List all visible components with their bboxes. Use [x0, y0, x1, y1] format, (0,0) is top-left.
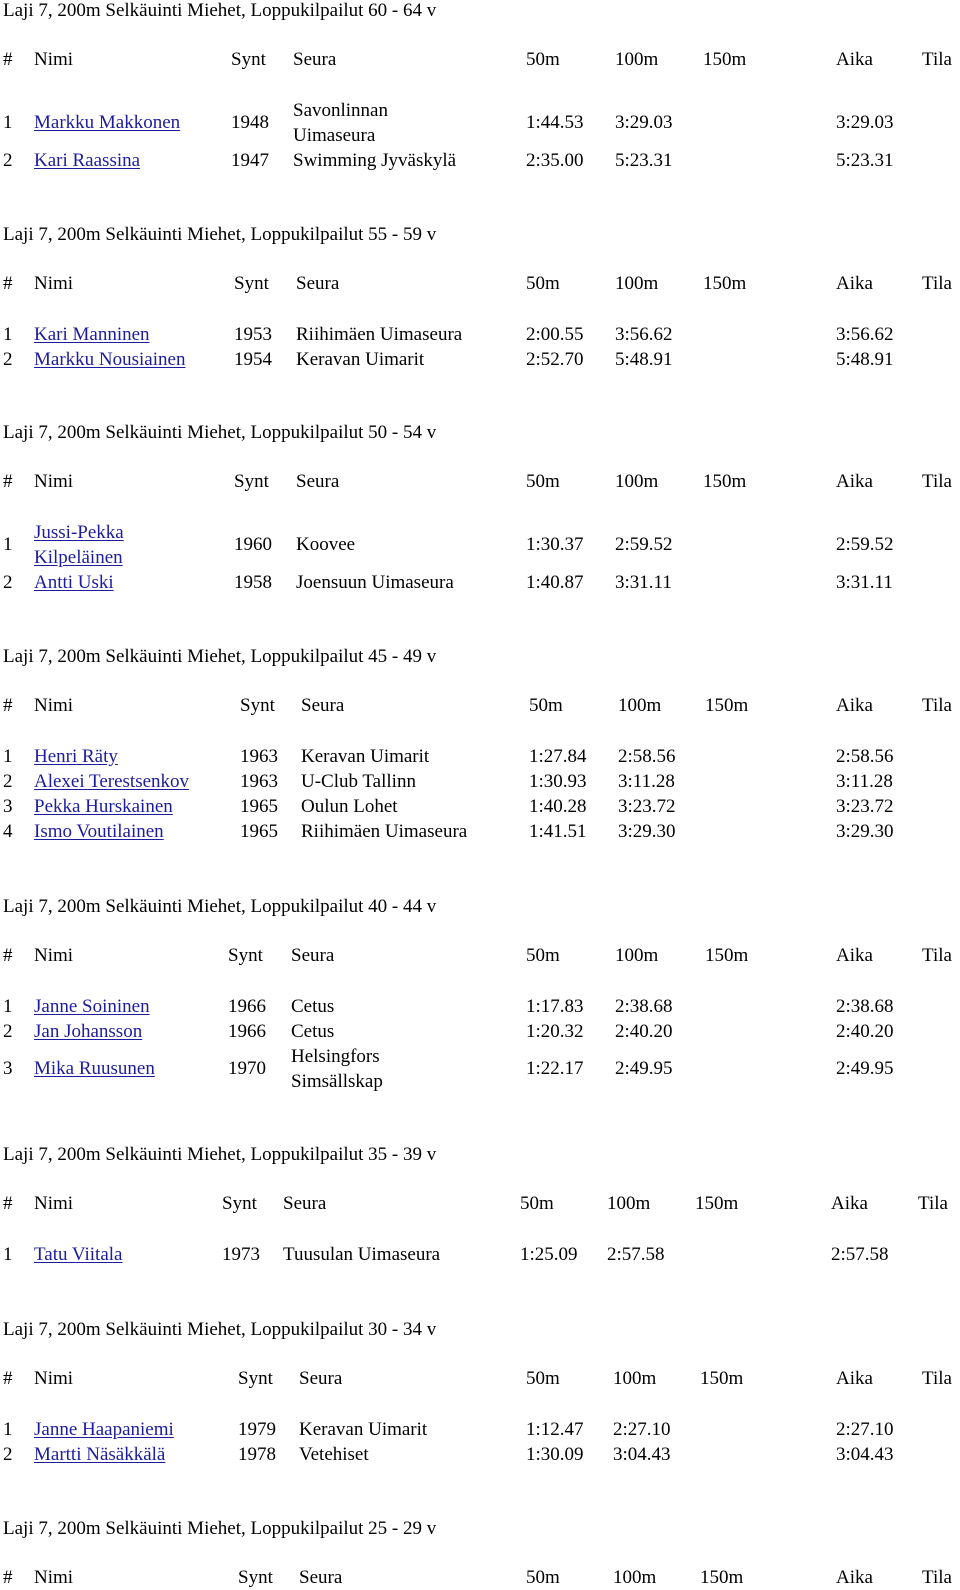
column-header-num: #	[3, 1193, 13, 1214]
column-header-m50: 50m	[526, 1368, 560, 1389]
athlete-name-link[interactable]: Alexei Terestsenkov	[34, 770, 190, 792]
column-header-aika: Aika	[836, 1567, 873, 1588]
column-header-synt: Synt	[238, 1368, 273, 1389]
column-header-m100: 100m	[615, 471, 659, 492]
cell-aika: 2:27.10	[836, 1418, 894, 1440]
cell-seura: Koovee	[296, 534, 356, 555]
cell-seura: Oulun Lohet	[301, 795, 398, 817]
column-header-num: #	[3, 695, 13, 716]
column-header-aika: Aika	[836, 695, 873, 716]
cell-m100: 2:40.20	[615, 1020, 673, 1042]
column-header-seura: Seura	[296, 273, 340, 294]
column-header-aika: Aika	[836, 49, 873, 70]
column-header-tila: Tila	[922, 695, 952, 716]
column-header-num: #	[3, 49, 13, 70]
table-row	[0, 794, 960, 819]
cell-rank: 2	[3, 1020, 13, 1042]
cell-rank: 2	[3, 571, 13, 593]
column-header-m150: 150m	[700, 1567, 744, 1588]
cell-synt: 1978	[238, 1443, 276, 1465]
column-header-tila: Tila	[922, 471, 952, 492]
column-header-m100: 100m	[615, 273, 659, 294]
cell-synt: 1947	[231, 149, 269, 171]
cell-seura: Swimming Jyväskylä	[293, 149, 457, 171]
cell-synt: 1953	[234, 323, 272, 345]
column-header-seura: Seura	[296, 471, 340, 492]
column-header-m50: 50m	[526, 273, 560, 294]
cell-m50: 2:35.00	[526, 149, 584, 171]
cell-m50: 1:22.17	[526, 1058, 584, 1079]
cell-synt: 1970	[228, 1058, 266, 1079]
cell-rank: 2	[3, 770, 13, 792]
cell-m50: 1:44.53	[526, 112, 584, 133]
cell-m100: 5:23.31	[615, 149, 673, 171]
athlete-name-link[interactable]: Janne Soininen	[34, 995, 150, 1017]
table-row	[0, 98, 960, 148]
column-header-tila: Tila	[922, 273, 952, 294]
cell-m50: 1:27.84	[529, 745, 587, 767]
section-title: Laji 7, 200m Selkäuinti Miehet, Loppukilpailut 55 - 59 v	[3, 224, 437, 245]
column-header-synt: Synt	[231, 49, 266, 70]
cell-m50: 2:52.70	[526, 348, 584, 370]
cell-synt: 1958	[234, 571, 272, 593]
cell-m50: 1:17.83	[526, 995, 584, 1017]
cell-aika: 3:29.30	[836, 820, 894, 842]
column-header-m100: 100m	[613, 1567, 657, 1588]
cell-aika: 3:11.28	[836, 770, 893, 792]
cell-rank: 1	[3, 1243, 13, 1265]
cell-synt: 1979	[238, 1418, 276, 1440]
cell-m50: 1:30.37	[526, 534, 584, 555]
column-header-seura: Seura	[293, 49, 337, 70]
column-header-seura: Seura	[283, 1193, 327, 1214]
table-row	[0, 520, 960, 570]
cell-synt: 1954	[234, 348, 272, 370]
cell-synt: 1963	[240, 745, 278, 767]
cell-m100: 2:38.68	[615, 995, 673, 1017]
column-header-m150: 150m	[695, 1193, 739, 1214]
column-header-num: #	[3, 1368, 13, 1389]
cell-synt: 1965	[240, 820, 278, 842]
cell-rank: 1	[3, 112, 13, 133]
cell-seura: Riihimäen Uimaseura	[301, 820, 468, 842]
column-header-tila: Tila	[922, 1368, 952, 1389]
cell-m50: 1:30.09	[526, 1443, 584, 1465]
cell-m100: 3:29.30	[618, 820, 676, 842]
column-header-name: Nimi	[34, 695, 74, 716]
cell-seura: Riihimäen Uimaseura	[296, 323, 463, 345]
cell-seura: Savonlinnan Uimaseura	[293, 100, 388, 146]
cell-seura: Cetus	[291, 995, 335, 1017]
column-header-name: Nimi	[34, 945, 74, 966]
column-header-m50: 50m	[526, 49, 560, 70]
cell-m50: 2:00.55	[526, 323, 584, 345]
athlete-name-link[interactable]: Jussi-Pekka Kilpeläinen	[34, 522, 124, 568]
column-header-name: Nimi	[34, 273, 74, 294]
column-header-m50: 50m	[526, 945, 560, 966]
cell-rank: 2	[3, 1443, 13, 1465]
column-header-synt: Synt	[222, 1193, 257, 1214]
column-header-seura: Seura	[291, 945, 335, 966]
cell-rank: 1	[3, 745, 13, 767]
column-header-aika: Aika	[836, 471, 873, 492]
table-row	[0, 1019, 960, 1044]
cell-rank: 1	[3, 323, 13, 345]
athlete-name-link[interactable]: Markku Makkonen	[34, 112, 181, 133]
cell-m50: 1:40.87	[526, 571, 584, 593]
cell-aika: 3:23.72	[836, 795, 894, 817]
table-row	[0, 1442, 960, 1467]
column-header-name: Nimi	[34, 1193, 74, 1214]
cell-seura: Keravan Uimarit	[299, 1418, 428, 1440]
column-header-num: #	[3, 273, 13, 294]
column-header-synt: Synt	[240, 695, 275, 716]
column-header-m100: 100m	[607, 1193, 651, 1214]
athlete-name-link[interactable]: Pekka Hurskainen	[34, 795, 173, 817]
column-header-seura: Seura	[299, 1567, 343, 1588]
table-row	[0, 347, 960, 372]
cell-aika: 2:57.58	[831, 1243, 889, 1265]
column-header-m150: 150m	[705, 695, 749, 716]
athlete-name-link[interactable]: Henri Räty	[34, 745, 118, 767]
athlete-name-link[interactable]: Tatu Viitala	[34, 1243, 123, 1265]
cell-synt: 1960	[234, 534, 272, 555]
column-header-m50: 50m	[520, 1193, 554, 1214]
column-header-name: Nimi	[34, 1567, 74, 1588]
column-header-m50: 50m	[526, 1567, 560, 1588]
table-row	[0, 744, 960, 769]
cell-aika: 5:23.31	[836, 149, 894, 171]
cell-synt: 1948	[231, 112, 269, 133]
cell-m100: 3:31.11	[615, 571, 672, 593]
cell-seura: U-Club Tallinn	[301, 770, 416, 792]
column-header-tila: Tila	[922, 1567, 952, 1588]
cell-m100: 2:59.52	[615, 534, 673, 555]
cell-seura: Cetus	[291, 1020, 335, 1042]
cell-m100: 5:48.91	[615, 348, 673, 370]
athlete-name-link[interactable]: Markku Nousiainen	[34, 348, 186, 370]
cell-rank: 3	[3, 795, 13, 817]
section-title: Laji 7, 200m Selkäuinti Miehet, Loppukilpailut 60 - 64 v	[3, 0, 437, 21]
cell-m100: 2:49.95	[615, 1058, 673, 1079]
cell-seura: Vetehiset	[299, 1443, 369, 1465]
column-header-name: Nimi	[34, 1368, 74, 1389]
cell-m100: 2:58.56	[618, 745, 676, 767]
column-header-seura: Seura	[299, 1368, 343, 1389]
cell-rank: 1	[3, 1418, 13, 1440]
cell-aika: 3:29.03	[836, 112, 894, 133]
athlete-name-link[interactable]: Martti Näsäkkälä	[34, 1443, 166, 1465]
column-header-tila: Tila	[922, 945, 952, 966]
cell-aika: 2:38.68	[836, 995, 894, 1017]
column-header-synt: Synt	[228, 945, 263, 966]
section-title: Laji 7, 200m Selkäuinti Miehet, Loppukilpailut 40 - 44 v	[3, 896, 437, 917]
cell-seura: Helsingfors Simsällskap	[291, 1046, 383, 1092]
cell-seura: Joensuun Uimaseura	[296, 571, 454, 593]
column-header-m50: 50m	[529, 695, 563, 716]
column-header-name: Nimi	[34, 471, 74, 492]
cell-synt: 1966	[228, 995, 266, 1017]
cell-synt: 1963	[240, 770, 278, 792]
athlete-name-link[interactable]: Mika Ruusunen	[34, 1058, 155, 1079]
cell-synt: 1966	[228, 1020, 266, 1042]
column-header-seura: Seura	[301, 695, 345, 716]
column-header-m150: 150m	[703, 471, 747, 492]
athlete-name-link[interactable]: Ismo Voutilainen	[34, 820, 164, 842]
column-header-num: #	[3, 945, 13, 966]
column-header-num: #	[3, 1567, 13, 1588]
column-header-name: Nimi	[34, 49, 74, 70]
cell-aika: 2:49.95	[836, 1058, 894, 1079]
column-header-aika: Aika	[831, 1193, 868, 1214]
cell-synt: 1965	[240, 795, 278, 817]
table-row	[0, 1242, 960, 1267]
column-header-tila: Tila	[922, 49, 952, 70]
cell-seura: Tuusulan Uimaseura	[283, 1243, 441, 1265]
column-header-num: #	[3, 471, 13, 492]
cell-rank: 1	[3, 995, 13, 1017]
column-header-m50: 50m	[526, 471, 560, 492]
cell-m50: 1:41.51	[529, 820, 587, 842]
cell-rank: 4	[3, 820, 13, 842]
section-title: Laji 7, 200m Selkäuinti Miehet, Loppukilpailut 30 - 34 v	[3, 1319, 437, 1340]
column-header-synt: Synt	[234, 471, 269, 492]
column-header-synt: Synt	[234, 273, 269, 294]
section-title: Laji 7, 200m Selkäuinti Miehet, Loppukilpailut 35 - 39 v	[3, 1144, 437, 1165]
cell-aika: 3:04.43	[836, 1443, 894, 1465]
cell-seura: Keravan Uimarit	[296, 348, 425, 370]
column-header-m100: 100m	[613, 1368, 657, 1389]
cell-rank: 2	[3, 149, 13, 171]
athlete-name-link[interactable]: Kari Manninen	[34, 323, 150, 345]
cell-rank: 2	[3, 348, 13, 370]
cell-m50: 1:12.47	[526, 1418, 584, 1440]
cell-aika: 2:40.20	[836, 1020, 894, 1042]
column-header-aika: Aika	[836, 1368, 873, 1389]
table-row	[0, 819, 960, 844]
section-title: Laji 7, 200m Selkäuinti Miehet, Loppukilpailut 45 - 49 v	[3, 646, 437, 667]
table-row	[0, 322, 960, 347]
cell-m100: 3:23.72	[618, 795, 676, 817]
column-header-synt: Synt	[238, 1567, 273, 1588]
cell-m50: 1:40.28	[529, 795, 587, 817]
column-header-m150: 150m	[700, 1368, 744, 1389]
cell-aika: 2:58.56	[836, 745, 894, 767]
column-header-m100: 100m	[615, 49, 659, 70]
column-header-m150: 150m	[705, 945, 749, 966]
cell-aika: 3:31.11	[836, 571, 893, 593]
athlete-name-link[interactable]: Jan Johansson	[34, 1020, 143, 1042]
cell-aika: 5:48.91	[836, 348, 894, 370]
column-header-aika: Aika	[836, 273, 873, 294]
cell-m100: 3:56.62	[615, 323, 673, 345]
cell-aika: 3:56.62	[836, 323, 894, 345]
column-header-m100: 100m	[618, 695, 662, 716]
table-row	[0, 1417, 960, 1442]
table-row	[0, 570, 960, 595]
cell-aika: 2:59.52	[836, 534, 894, 555]
column-header-m100: 100m	[615, 945, 659, 966]
section-title: Laji 7, 200m Selkäuinti Miehet, Loppukilpailut 50 - 54 v	[3, 422, 437, 443]
table-row	[0, 1044, 960, 1094]
athlete-name-link[interactable]: Kari Raassina	[34, 149, 141, 171]
athlete-name-link[interactable]: Antti Uski	[34, 571, 114, 593]
cell-seura: Keravan Uimarit	[301, 745, 430, 767]
athlete-name-link[interactable]: Janne Haapaniemi	[34, 1418, 174, 1440]
cell-synt: 1973	[222, 1243, 260, 1265]
cell-m50: 1:30.93	[529, 770, 587, 792]
cell-m100: 2:57.58	[607, 1243, 665, 1265]
cell-m100: 3:04.43	[613, 1443, 671, 1465]
cell-m100: 3:29.03	[615, 112, 673, 133]
column-header-m150: 150m	[703, 273, 747, 294]
cell-m50: 1:20.32	[526, 1020, 584, 1042]
cell-rank: 3	[3, 1058, 13, 1079]
column-header-tila: Tila	[918, 1193, 948, 1214]
section-title: Laji 7, 200m Selkäuinti Miehet, Loppukilpailut 25 - 29 v	[3, 1518, 437, 1539]
table-row	[0, 769, 960, 794]
table-row	[0, 994, 960, 1019]
column-header-m150: 150m	[703, 49, 747, 70]
cell-m50: 1:25.09	[520, 1243, 578, 1265]
column-header-aika: Aika	[836, 945, 873, 966]
cell-rank: 1	[3, 534, 13, 555]
table-row	[0, 148, 960, 173]
cell-m100: 3:11.28	[618, 770, 675, 792]
cell-m100: 2:27.10	[613, 1418, 671, 1440]
